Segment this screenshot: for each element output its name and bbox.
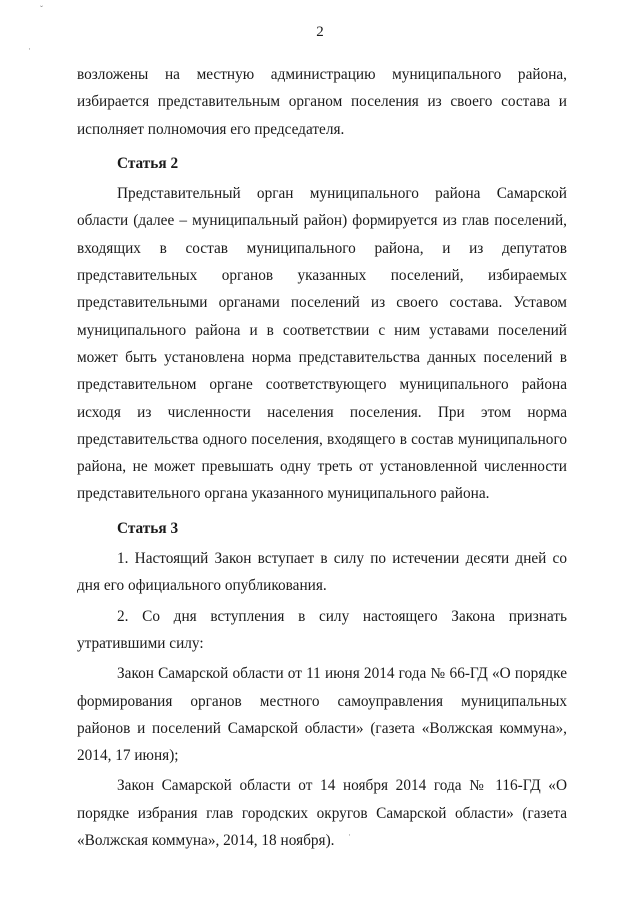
scan-mark: · [28,44,31,54]
article-2-heading: Статья 2 [117,154,179,172]
page-number: 2 [316,24,324,40]
repealed-law-2: Закон Самарской области от 14 ноября 2014 года № 116-ГД «О порядке избрания глав городских округов Самарской области» (газета «Волжская коммуна», 2014, 18 ноября). [77,777,567,850]
scan-mark: · [348,830,351,840]
document-body [77,61,567,854]
article-3-item-1: 1. Настоящий Закон вступает в силу по истечении десяти дней со дня его официального опубликования. [77,550,567,595]
article-2-text: Представительный орган муниципального района Самарской области (далее – муниципальный район) формируется из глав поселений, входящих в состав муниципального района, и из депутатов представительных органов указанных поселений, избираемых представительными органами поселений из своего состава. Уставом муниципального района и в соответствии с ним уставами поселений может быть установлена норма представительства данных поселений в представительном органе соответствующего муниципального района исходя из численности населения поселения. При этом норма представительства одного поселения, входящего в состав муниципального района, не может превышать одну треть от установленной численности представительного органа указанного муниципального района. [77,185,567,503]
article-3-item-2: 2. Со дня вступления в силу настоящего Закона признать утратившими силу: [77,607,567,652]
article-3-heading: Статья 3 [117,519,179,537]
paragraph-continuation: возложены на местную администрацию муниципального района, избирается представительным органом поселения из своего состава и исполняет полномочия его председателя. [77,66,567,138]
scan-mark: ˇ [40,4,43,14]
repealed-law-1: Закон Самарской области от 11 июня 2014 года № 66-ГД «О порядке формирования органов местного самоуправления муниципальных районов и поселений Самарской области» (газета «Волжская коммуна», 2014, 17 июня); [77,665,567,765]
